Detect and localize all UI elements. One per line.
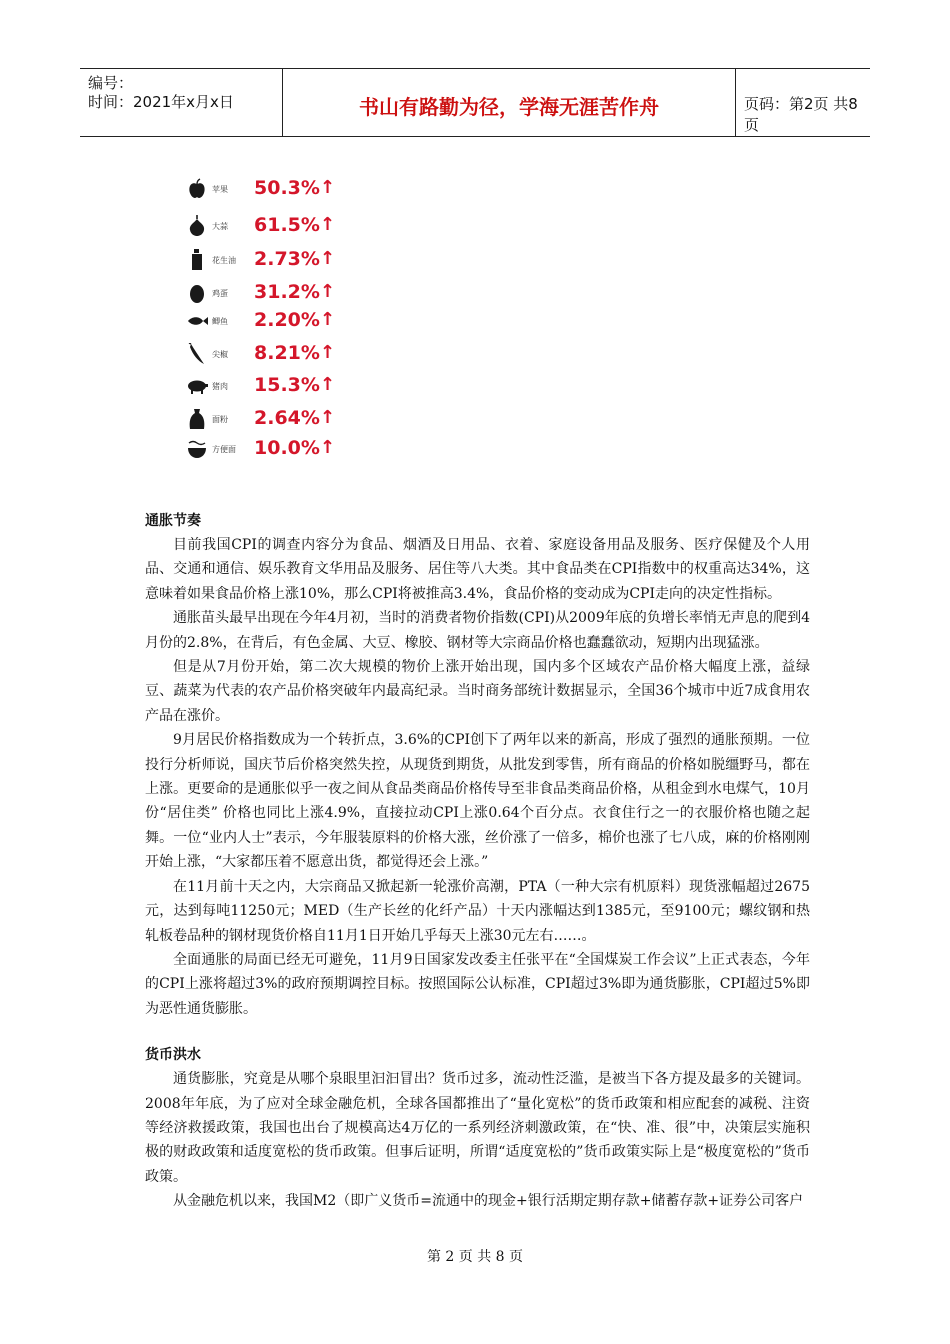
item-value: 2.73%: [254, 248, 320, 270]
header-info-cell: [80, 69, 283, 136]
document-number: 编号：: [88, 74, 134, 92]
flour-bag-icon: [186, 408, 208, 430]
up-arrow-icon: ↑: [320, 309, 336, 330]
price-row: [180, 280, 340, 306]
egg-icon: [186, 282, 208, 304]
section-heading: 货币洪水: [145, 1047, 201, 1064]
document-date: 时间：2021年x月x日: [88, 93, 234, 111]
price-row: [180, 341, 340, 367]
item-value: 50.3%: [254, 177, 320, 199]
item-value: 2.64%: [254, 407, 320, 429]
up-arrow-icon: ↑: [320, 177, 336, 198]
motto: 书山有路勤为径，学海无涯苦作舟: [359, 95, 659, 119]
up-arrow-icon: ↑: [320, 214, 336, 235]
price-row: [180, 213, 340, 239]
up-arrow-icon: ↑: [320, 437, 336, 458]
page-indicator: 页码：第2页 共8页: [744, 95, 858, 134]
paragraph: 9月居民价格指数成为一个转折点，3.6%的CPI创下了两年以来的新高，形成了强烈的通胀预期。一位投行分析师说，国庆节后价格突然失控，从现货到期货，从批发到零售，所有商品的价格如脱缰野马，都在上涨。更要命的是通胀似乎一夜之间从食品类商品价格传导至非食品类商品价格，从租金到水电煤气，10月份“居住类” 价格也同比上涨4.9%，直接拉动CPI上涨0.64个百分点。衣食住行之一的衣服价格也随之起舞。一位“业内人士”表示，今年服装原料的价格大涨，丝价涨了一倍多，棉价也涨了七八成，麻的价格刚刚开始上涨，“大家都压着不愿意出货，都觉得还会上涨。”: [145, 732, 810, 871]
item-label: 面粉: [212, 415, 228, 424]
page-header: [80, 68, 870, 137]
paragraph: 通货膨胀，究竟是从哪个泉眼里汩汩冒出？货币过多，流动性泛滥，是被当下各方提及最多的关键词。2008年年底，为了应对全球金融危机，全球各国都推出了“量化宽松”的货币政策和相应配套的减税、注资等经济救援政策，我国也出台了规模高达4万亿的一系列经济刺激政策，在“快、准、很”中，决策层实施积极的财政政策和适度宽松的货币政策。但事后证明，所谓“适度宽松的”货币政策实际上是“极度宽松的”货币政策。: [145, 1071, 810, 1185]
paragraph: 从金融危机以来，我国M2（即广义货币=流通中的现金+银行活期定期存款+储蓄存款+证券公司客户: [173, 1193, 804, 1210]
item-label: 方便面: [212, 445, 236, 454]
chili-icon: [186, 343, 208, 365]
item-value: 2.20%: [254, 309, 320, 331]
up-arrow-icon: ↑: [320, 374, 336, 395]
section-heading: 通胀节奏: [145, 513, 201, 529]
price-row: [180, 176, 340, 202]
item-label: 大蒜: [212, 222, 228, 231]
oil-bottle-icon: [186, 249, 208, 271]
price-row: [180, 406, 340, 432]
up-arrow-icon: ↑: [320, 407, 336, 428]
fish-icon: [186, 310, 208, 332]
garlic-icon: [186, 215, 208, 237]
price-row: [180, 247, 340, 273]
paragraph: 通胀苗头最早出现在今年4月初，当时的消费者物价指数(CPI)从2009年底的负增长率悄无声息的爬到4月份的2.8%，在背后，有色金属、大豆、橡胶、钢材等大宗商品价格也蠢蠢欲动，短期内出现猛涨。: [145, 610, 810, 651]
header-page-cell: [736, 69, 870, 136]
noodle-bowl-icon: [186, 438, 208, 460]
item-label: 尖椒: [212, 350, 228, 359]
pig-icon: [186, 375, 208, 397]
price-row: [180, 436, 340, 462]
paragraph: 全面通胀的局面已经无可避免，11月9日国家发改委主任张平在“全国煤炭工作会议”上正式表态，今年的CPI上涨将超过3%的政府预期调控目标。按照国际公认标准，CPI超过3%即为通货膨胀，CPI超过5%即为恶性通货膨胀。: [145, 951, 810, 1017]
price-row: [180, 308, 340, 334]
price-infographic: [180, 170, 340, 462]
price-row: [180, 373, 340, 399]
header-motto-cell: [283, 69, 736, 136]
page-footer: 第 2 页 共 8 页: [426, 1249, 524, 1265]
section-spacer: [145, 1021, 810, 1043]
item-label: 鸡蛋: [212, 289, 228, 298]
item-label: 花生油: [212, 256, 236, 265]
apple-icon: [186, 178, 208, 200]
item-label: 苹果: [212, 185, 228, 194]
up-arrow-icon: ↑: [320, 342, 336, 363]
article-body: [145, 509, 810, 1214]
item-label: 猪肉: [212, 382, 228, 391]
up-arrow-icon: ↑: [320, 281, 336, 302]
item-value: 15.3%: [254, 374, 320, 396]
up-arrow-icon: ↑: [320, 248, 336, 269]
item-value: 31.2%: [254, 281, 320, 303]
item-value: 10.0%: [254, 437, 320, 459]
item-value: 8.21%: [254, 342, 320, 364]
item-value: 61.5%: [254, 214, 320, 236]
item-label: 鲫鱼: [212, 317, 228, 326]
paragraph: 目前我国CPI的调查内容分为食品、烟酒及日用品、衣着、家庭设备用品及服务、医疗保健及个人用品、交通和通信、娱乐教育文华用品及服务、居住等八大类。其中食品类在CPI指数中的权重高达34%，这意味着如果食品价格上涨10%，那么CPI将被推高3.4%，食品价格的变动成为CPI走向的决定性指标。: [145, 537, 810, 602]
paragraph: 但是从7月份开始，第二次大规模的物价上涨开始出现，国内多个区域农产品价格大幅度上涨，益绿豆、蔬菜为代表的农产品价格突破年内最高纪录。当时商务部统计数据显示，全国36个城市中近7成食用农产品在涨价。: [145, 659, 810, 724]
paragraph: 在11月前十天之内，大宗商品又掀起新一轮涨价高潮，PTA（一种大宗有机原料）现货涨幅超过2675元，达到每吨11250元；MED（生产长丝的化纤产品）十天内涨幅达到1385元，至9100元；螺纹钢和热轧板卷品种的钢材现货价格自11月1日开始几乎每天上涨30元左右……。: [145, 878, 810, 944]
